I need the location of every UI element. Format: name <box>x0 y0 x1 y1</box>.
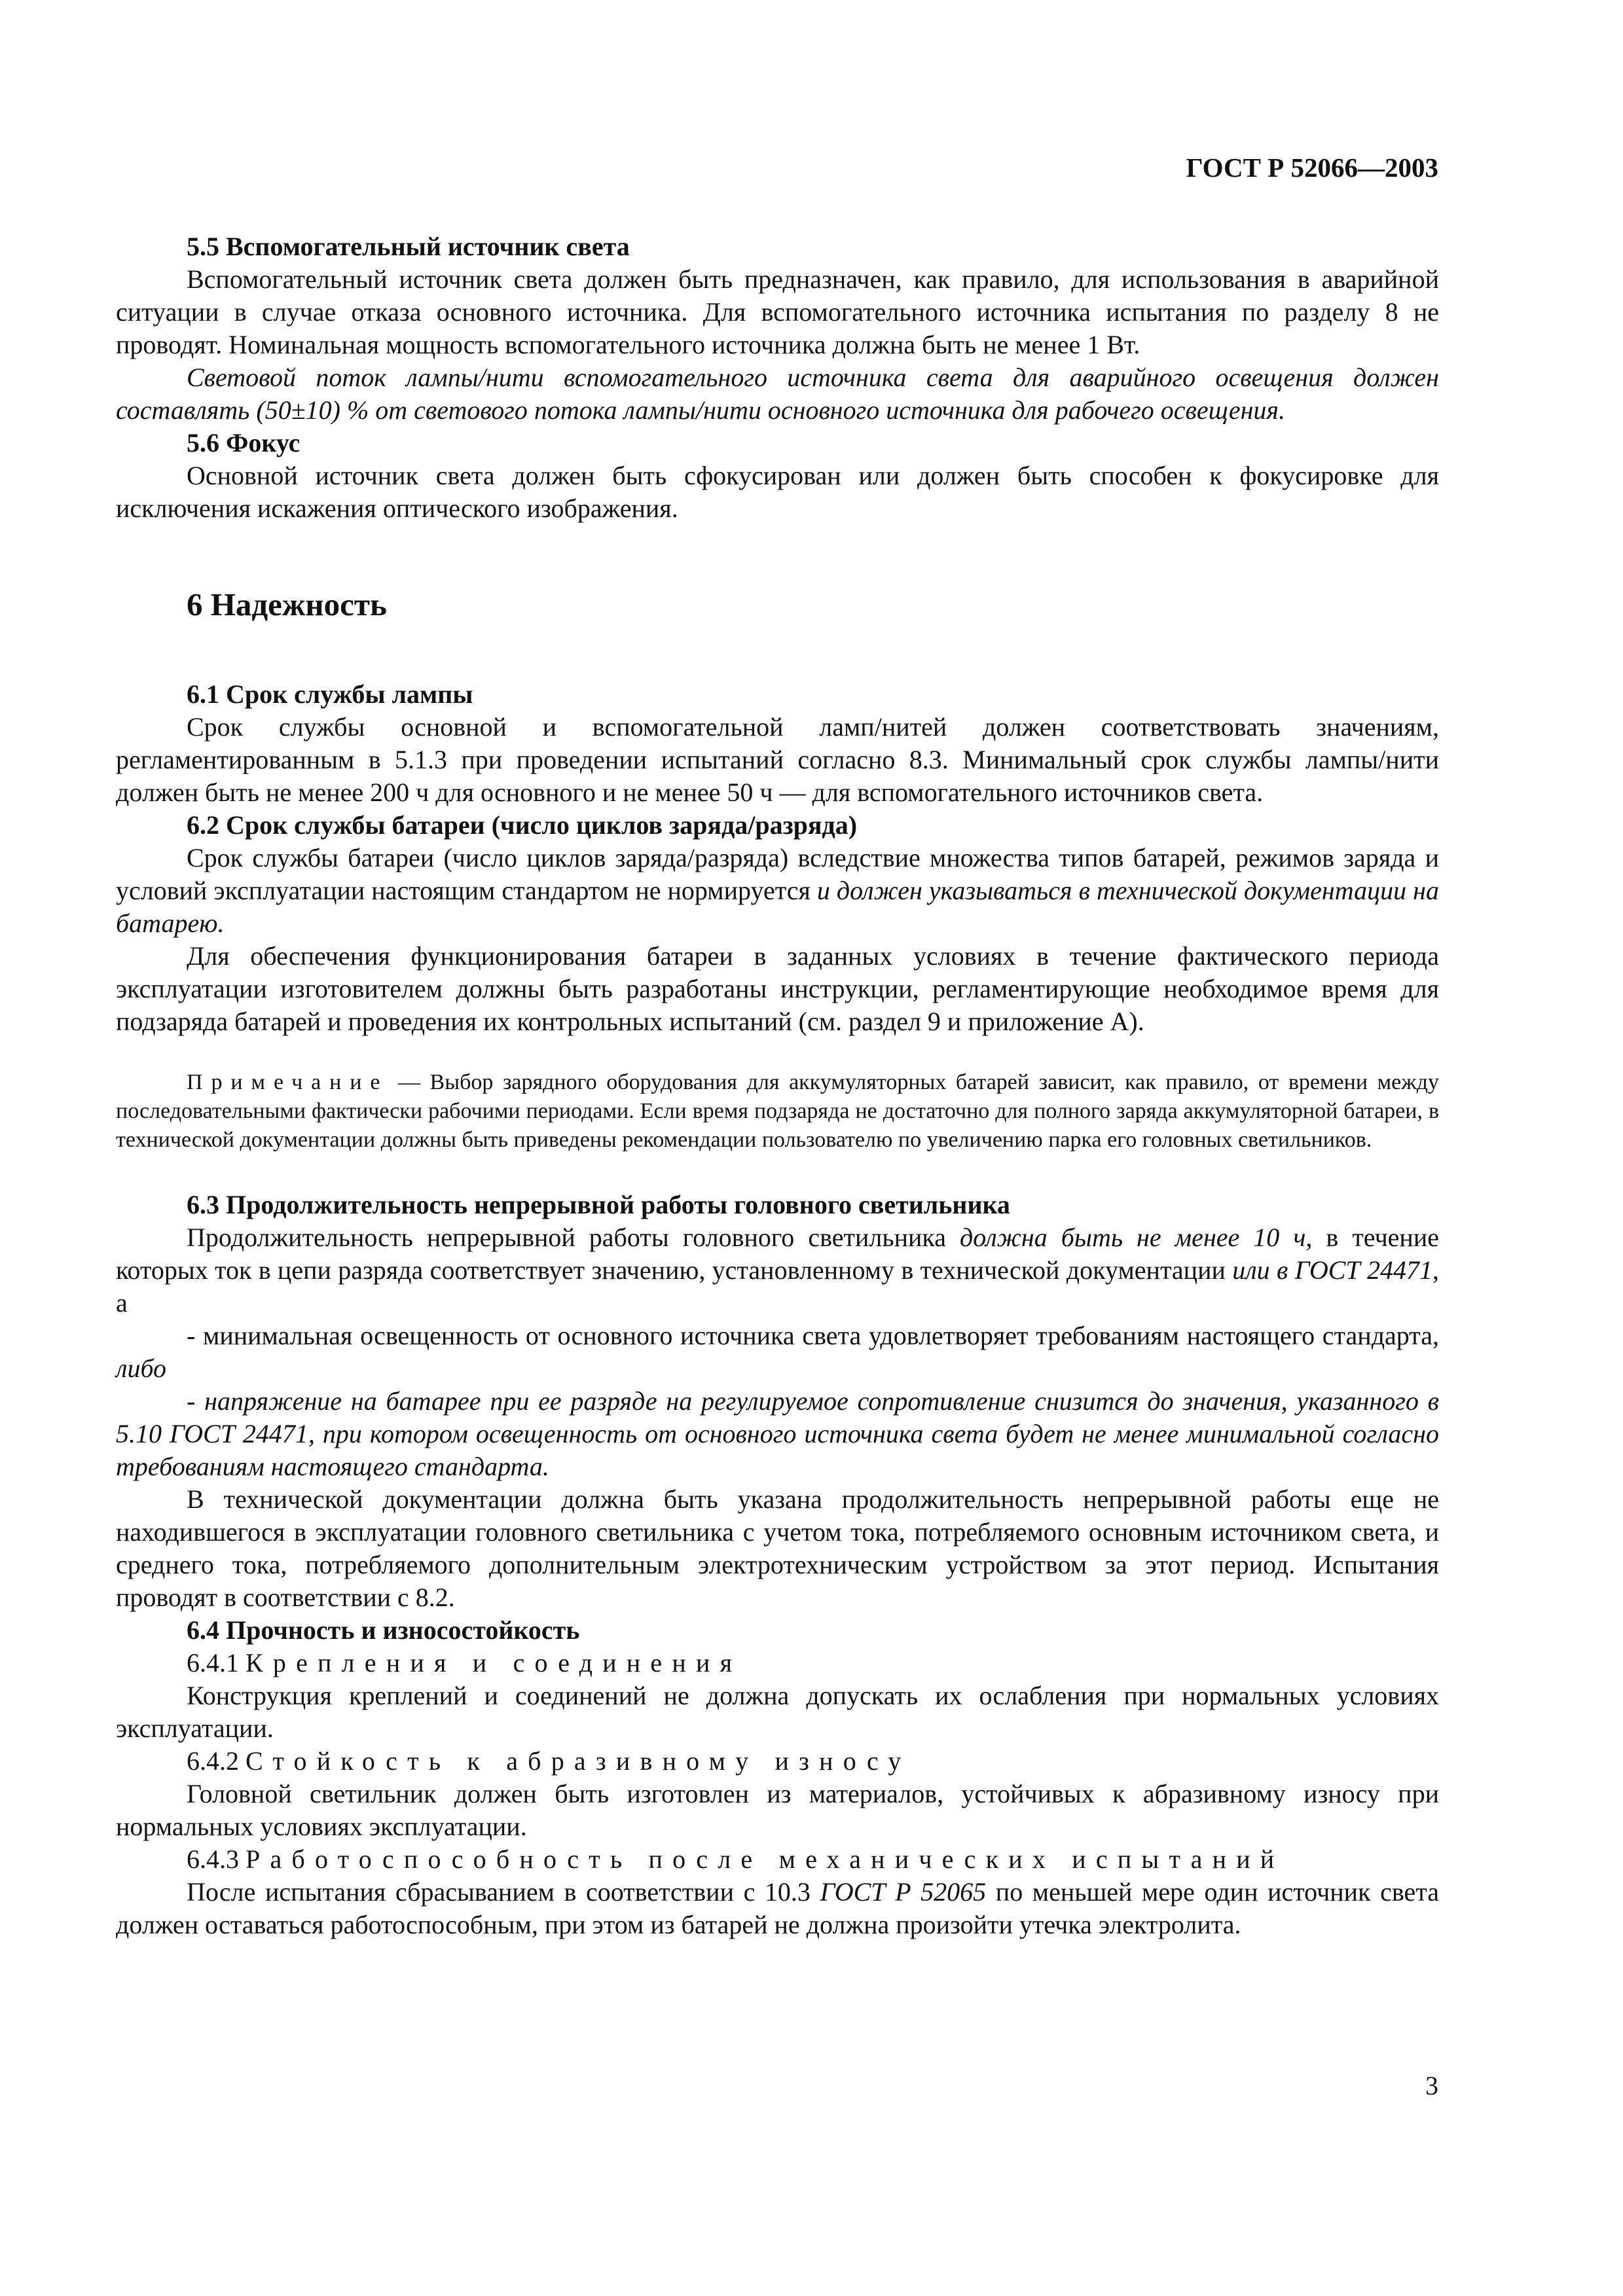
section-6-4-3-paragraph <box>116 1876 1439 1941</box>
text-run: Продолжительность непрерывной работы головного светильника <box>187 1223 960 1252</box>
section-5-6-paragraph-1: Основной источник света должен быть сфокусирован или должен быть способен к фокусировке для исключения искажения оптического изображения. <box>116 461 1439 523</box>
section-6-3-paragraph-3: - напряжение на батарее при ее разряде на регулируемое сопротивление снизится до значения, указанного в 5.10 ГОСТ 24471, при котором освещенность от основного источника света будет не менее минимальной согласно требованиям настоящего стандарта. <box>116 1386 1439 1481</box>
section-6-3-paragraph-1 <box>116 1221 1439 1319</box>
section-6-3-title: 6.3 Продолжительность непрерывной работы головного светильника <box>187 1190 1010 1219</box>
section-6-title: 6 Надежность <box>187 586 387 622</box>
note-text: — Выбор зарядного оборудования для аккумуляторных батарей зависит, как правило, от времени между последовательными фактически рабочими периодами. Если время подзаряда не достаточно для полного заряда аккумуляторной батареи, в технической документации должны быть приведены рекомендации пользователю по увеличению парка его головных светильников. <box>116 1070 1439 1152</box>
text-run: , а <box>116 1255 1439 1318</box>
section-6-2-note <box>116 1068 1439 1155</box>
subsection-number: 6.4.2 <box>187 1746 246 1776</box>
page-number: 3 <box>1425 2071 1438 2100</box>
section-6-4-2-paragraph: Головной светильник должен быть изготовлен из материалов, устойчивых к абразивному износу при нормальных условиях эксплуатации. <box>116 1779 1439 1841</box>
document-header: ГОСТ Р 52066—2003 <box>1186 152 1438 183</box>
text-run-italic: или в ГОСТ 24471 <box>1232 1255 1432 1285</box>
section-6-1-paragraph-1: Срок службы основной и вспомогательной ламп/нитей должен соответствовать значениям, регламентированным в 5.1.3 при проведении испытаний согласно 8.3. Минимальный срок службы лампы/нити должен быть не менее 200 ч для основного и не менее 50 ч — для вспомогательного источников света. <box>116 712 1439 807</box>
subsection-title: Стойкость к абразивному износу <box>246 1746 911 1776</box>
section-6-1-title: 6.1 Срок службы лампы <box>187 679 473 709</box>
subsection-title: Работоспособность после механических испытаний <box>246 1844 1285 1874</box>
document-body <box>116 230 1439 1941</box>
section-5-5-paragraph-2: Световой поток лампы/нити вспомогательного источника света для аварийного освещения должен составлять (50±10) % от светового потока лампы/нити основного источника для рабочего освещения. <box>116 363 1439 425</box>
note-label: Примечание <box>187 1070 389 1094</box>
section-6-2-paragraph-1-italic: и должен указываться в технической документации на батарею. <box>116 876 1439 938</box>
section-6-2-paragraph-2: Для обеспечения функционирования батареи в заданных условиях в течение фактического периода эксплуатации изготовителем должны быть разработаны инструкции, регламентирующие необходимое время для подзаряда батарей и проведения их контрольных испытаний (см. раздел 9 и приложение А). <box>116 941 1439 1036</box>
section-5-6-title: 5.6 Фокус <box>187 428 301 457</box>
text-run-italic: должна быть не менее 10 ч <box>959 1223 1306 1252</box>
text-run: После испытания сбрасыванием в соответствии с 10.3 <box>187 1877 820 1907</box>
text-run: по меньшей мере один источник света должен оставаться работоспособным, при этом из батарей не должна произойти утечка электролита. <box>116 1877 1439 1939</box>
section-6-4-3-title <box>116 1843 1439 1876</box>
section-6-4-2-title <box>116 1745 1439 1778</box>
text-run: , в течение которых ток в цепи разряда соответствует значению, установленному в технической документации <box>116 1223 1439 1285</box>
text-run: - минимальная освещенность от основного источника света удовлетворяет требованиям настоящего стандарта, <box>187 1321 1439 1350</box>
subsection-title: Крепления и соединения <box>246 1648 742 1677</box>
section-5-5-paragraph-1: Вспомогательный источник света должен быть предназначен, как правило, для использования в аварийной ситуации в случае отказа основного источника. Для вспомогательного источника испытания по разделу 8 не проводят. Номинальная мощность вспомогательного источника должна быть не менее 1 Вт. <box>116 264 1439 359</box>
subsection-number: 6.4.1 <box>187 1648 246 1677</box>
section-6-3-paragraph-4: В технической документации должна быть указана продолжительность непрерывной работы еще не находившегося в эксплуатации головного светильника с учетом тока, потребляемого основным источником света, и среднего тока, потребляемого дополнительным электротехническим устройством за этот период. Испытания проводят в соответствии с 8.2. <box>116 1484 1439 1612</box>
section-5-5-title: 5.5 Вспомогательный источник света <box>187 232 630 261</box>
section-6-4-title: 6.4 Прочность и износостойкость <box>187 1615 580 1645</box>
text-run-italic: ГОСТ Р 52065 <box>820 1877 987 1907</box>
section-6-2-paragraph-1-regular: Срок службы батареи (число циклов заряда/разряда) вследствие множества типов батарей, режимов заряда и условий эксплуатации настоящим стандартом не нормируется <box>116 843 1439 905</box>
section-6-4-1-title <box>116 1647 1439 1679</box>
section-6-2-paragraph-1 <box>116 842 1439 940</box>
section-6-2-title: 6.2 Срок службы батареи (число циклов заряда/разряда) <box>187 810 858 840</box>
section-6-3-paragraph-2 <box>116 1319 1439 1385</box>
section-6-4-1-paragraph: Конструкция креплений и соединений не должна допускать их ослабления при нормальных условиях эксплуатации. <box>116 1681 1439 1743</box>
text-run-italic: либо <box>116 1354 167 1383</box>
subsection-number: 6.4.3 <box>187 1844 246 1874</box>
